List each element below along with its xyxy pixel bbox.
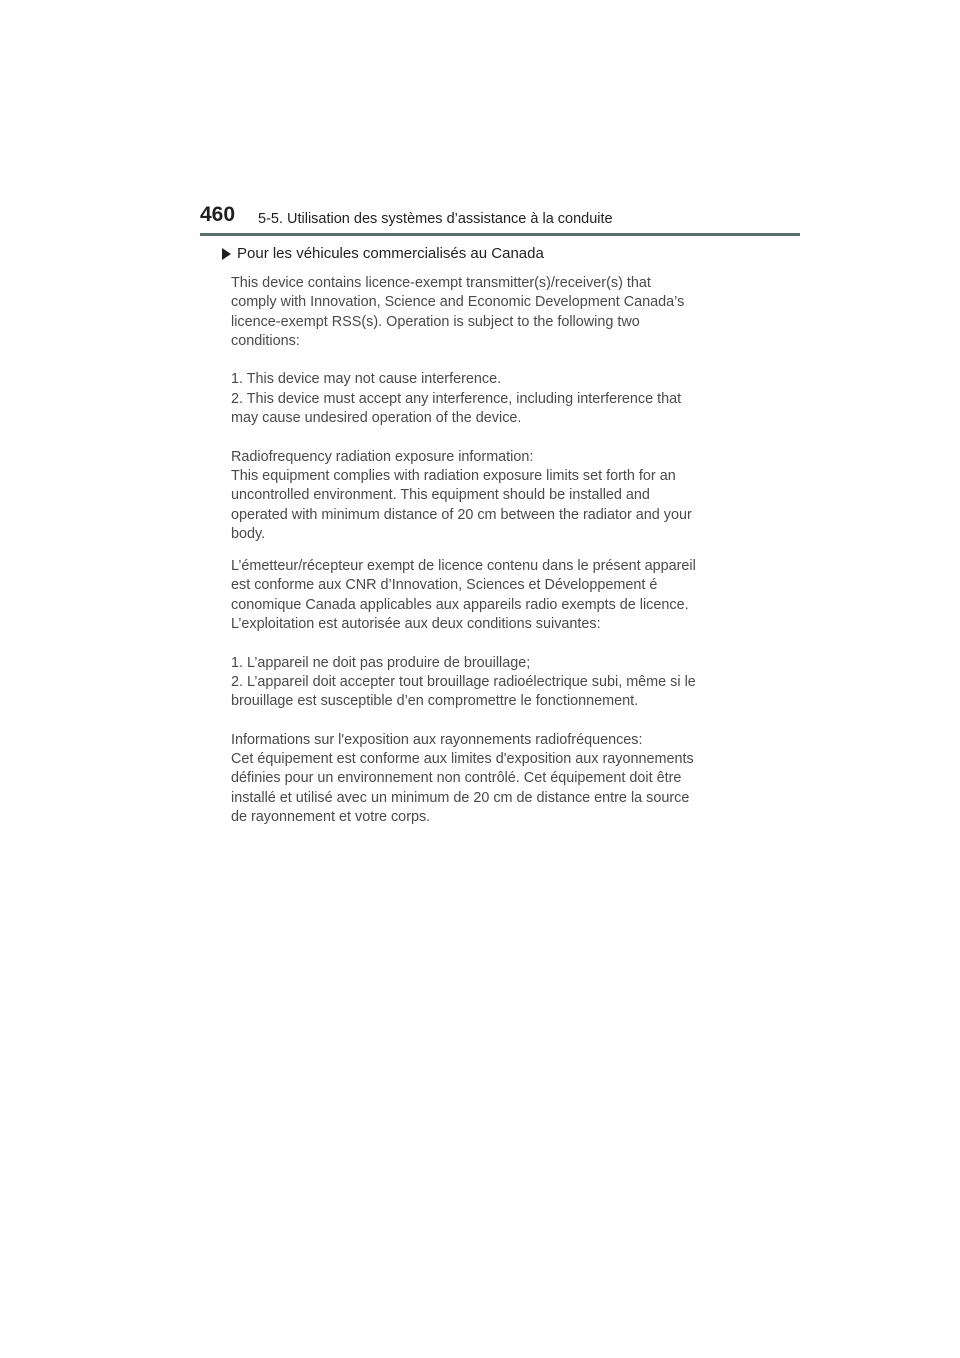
notice-line: 1. This device may not cause interference. <box>231 371 502 388</box>
notice-line: Radiofrequency radiation exposure information: <box>231 448 534 465</box>
notice-line: L’émetteur/récepteur exempt de licence contenu dans le présent appareil <box>231 558 696 575</box>
notice-line: définies pour un environnement non contrôlé. Cet équipement doit être <box>231 770 682 787</box>
page-header <box>200 204 800 234</box>
notice-line: installé et utilisé avec un minimum de 20 cm de distance entre la source <box>231 789 690 806</box>
notice-line: comply with Innovation, Science and Economic Development Canada’s <box>231 294 685 311</box>
notice-line: This device contains licence-exempt transmitter(s)/receiver(s) that <box>231 275 651 291</box>
notice-line: body. <box>231 525 266 542</box>
notice-line: Informations sur l'exposition aux rayonnements radiofréquences: <box>231 731 643 748</box>
notice-line: may cause undesired operation of the device. <box>231 410 522 427</box>
notice-line: conomique Canada applicables aux appareils radio exempts de licence. <box>231 596 689 613</box>
notice-line: conditions: <box>231 332 300 349</box>
notice-line: 2. L’appareil doit accepter tout brouillage radioélectrique subi, même si le <box>231 673 696 690</box>
notice-line: operated with minimum distance of 20 cm between the radiator and your <box>231 506 692 523</box>
notice-line: de rayonnement et votre corps. <box>231 809 431 826</box>
notice-line: est conforme aux CNR d’Innovation, Sciences et Développement é <box>231 577 658 594</box>
notice-line: This equipment complies with radiation exposure limits set forth for an <box>231 467 676 484</box>
subheading-text: Pour les véhicules commercialisés au Canada <box>237 245 544 262</box>
page-number: 460 <box>200 203 236 226</box>
notice-line: 2. This device must accept any interference, including interference that <box>231 390 682 407</box>
subheading <box>222 244 544 264</box>
notice-line: brouillage est susceptible d’en compromettre le fonctionnement. <box>231 693 639 710</box>
notice-line: L’exploitation est autorisée aux deux conditions suivantes: <box>231 616 601 633</box>
regulatory-notice <box>231 274 741 827</box>
section-title: 5-5. Utilisation des systèmes d’assistance à la conduite <box>258 211 613 227</box>
notice-line: licence-exempt RSS(s). Operation is subject to the following two <box>231 313 640 330</box>
notice-line: 1. L’appareil ne doit pas produire de brouillage; <box>231 654 531 671</box>
header-divider <box>200 233 800 236</box>
triangle-right-icon <box>222 248 231 260</box>
notice-line: Cet équipement est conforme aux limites d'exposition aux rayonnements <box>231 751 694 768</box>
notice-line: uncontrolled environment. This equipment should be installed and <box>231 487 650 504</box>
